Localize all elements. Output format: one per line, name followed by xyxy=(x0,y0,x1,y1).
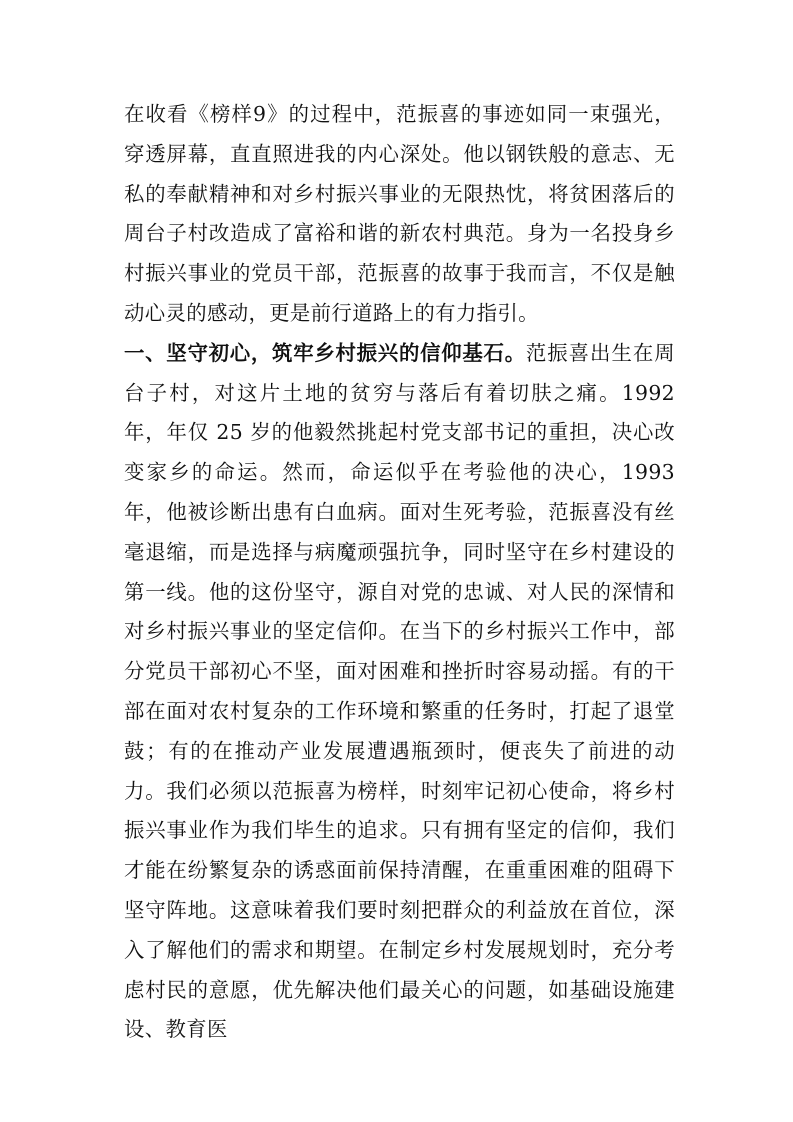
section-1-body: 范振喜出生在周台子村，对这片土地的贫穷与落后有着切肤之痛。1992 年，年仅 25 岁的他毅然挑起村党支部书记的重担，决心改变家乡的命运。然而，命运似乎在考验他的决心，1993 年，他被诊断出患有白血病。面对生死考验，范振喜没有丝毫退缩，而是选择与病魔顽强抗争，同时坚守在乡村建设的第一线。他的这份坚守，源自对党的忠诚、对人民的深情和对乡村振兴事业的坚定信仰。在当下的乡村振兴工作中，部分党员干部初心不坚，面对困难和挫折时容易动摇。有的干部在面对农村复杂的工作环境和繁重的任务时，打起了退堂鼓；有的在推动产业发展遭遇瓶颈时，便丧失了前进的动力。我们必须以范振喜为榜样，时刻牢记初心使命，将乡村振兴事业作为我们毕生的追求。只有拥有坚定的信仰，我们才能在纷繁复杂的诱惑面前保持清醒，在重重困难的阻碍下坚守阵地。这意味着我们要时刻把群众的利益放在首位，深入了解他们的需求和期望。在制定乡村发展规划时，充分考虑村民的意愿，优先解决他们最关心的问题，如基础设施建设、教育医 xyxy=(124,340,675,1042)
document-page xyxy=(124,95,675,1050)
section-1-paragraph xyxy=(124,334,675,1050)
section-1-heading: 一、坚守初心，筑牢乡村振兴的信仰基石。 xyxy=(124,340,526,365)
intro-paragraph: 在收看《榜样9》的过程中，范振喜的事迹如同一束强光，穿透屏幕，直直照进我的内心深处。他以钢铁般的意志、无私的奉献精神和对乡村振兴事业的无限热忱，将贫困落后的周台子村改造成了富裕和谐的新农村典范。身为一名投身乡村振兴事业的党员干部，范振喜的故事于我而言，不仅是触动心灵的感动，更是前行道路上的有力指引。 xyxy=(124,102,675,325)
